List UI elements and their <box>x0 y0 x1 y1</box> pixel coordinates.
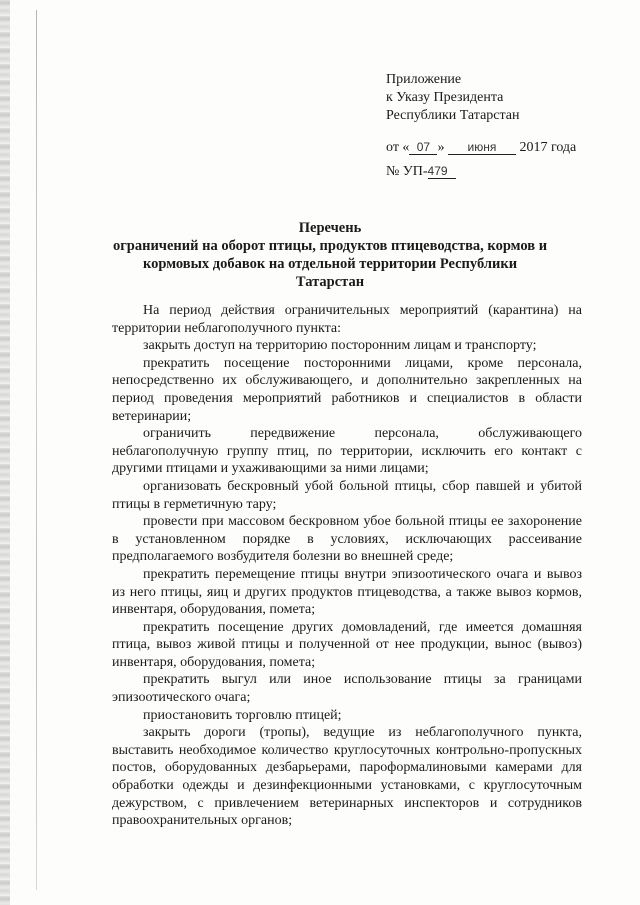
date-month: июня <box>448 140 516 155</box>
decree-date <box>386 139 626 157</box>
document-title <box>110 219 550 291</box>
document-body <box>112 302 582 830</box>
paragraph: На период действия ограничительных мероприятий (карантина) на территории неблагополучного пункта: <box>112 303 582 336</box>
paragraph: провести при массовом бескровном убое больной птицы ее захоронение в установленном порядке в условиях, исключающих рассеивание предполагаемого возбудителя болезни во внешней среде; <box>112 514 582 565</box>
approval-line-2: к Указу Президента <box>386 90 504 105</box>
scan-binding-edge <box>0 0 10 905</box>
title-line-1: Перечень <box>298 220 362 236</box>
paragraph: ограничить передвижение персонала, обслуживающего неблагополучную группу птиц, по территории, исключить его контакт с другими птицами и ухаживающими за ними лицами; <box>112 426 582 477</box>
date-mid: » <box>437 140 445 155</box>
paragraph: закрыть дороги (тропы), ведущие из неблагополучного пункта, выставить необходимое количество круглосуточных контрольно-пропускных постов, оборудованных дезбарьерами, пароформалиновыми камерами для обработки одежды и дезинфекционными установками, с круглосуточным дежурством, с привлечением ветеринарных инспекторов и сотрудников правоохранительных органов; <box>112 725 582 829</box>
number-value: 479 <box>428 164 456 179</box>
paragraph: прекратить посещение других домовладений, где имеется домашняя птица, вывоз живой птицы и полученной от нее продукции, вынос (вывоз) инвентаря, оборудования, помета; <box>112 619 582 670</box>
date-year: 2017 года <box>519 140 577 155</box>
scan-margin-line <box>36 10 37 890</box>
number-prefix: № УП- <box>386 164 428 179</box>
paragraph: прекратить выгул или иное использование птицы за границами эпизоотического очага; <box>112 672 582 706</box>
approval-block <box>386 71 626 181</box>
date-prefix: от « <box>386 140 410 155</box>
paragraph: приостановить торговлю птицей; <box>143 707 342 723</box>
approval-line-1: Приложение <box>386 72 462 87</box>
paragraph: организовать бескровный убой больной птицы, сбор павшей и убитой птицы в герметичную тару; <box>112 478 582 512</box>
decree-number <box>386 163 626 181</box>
approval-line-3: Республики Татарстан <box>386 108 520 123</box>
paragraph: закрыть доступ на территорию посторонним лицам и транспорту; <box>143 338 537 354</box>
date-day: 07 <box>409 140 437 155</box>
title-line-2: ограничений на оборот птицы, продуктов птицеводства, кормов и кормовых добавок на отдельной территории Республики Татарстан <box>112 238 548 290</box>
paragraph: прекратить перемещение птицы внутри эпизоотического очага и вывоз из него птицы, яиц и других продуктов птицеводства, а также вывоз кормов, инвентаря, оборудования, помета; <box>112 566 582 618</box>
paragraph: прекратить посещение посторонними лицами, кроме персонала, непосредственно их обслуживающего, и дополнительно закрепленных на период проведения мероприятий работников и специалистов в области ветеринарии; <box>112 355 582 424</box>
